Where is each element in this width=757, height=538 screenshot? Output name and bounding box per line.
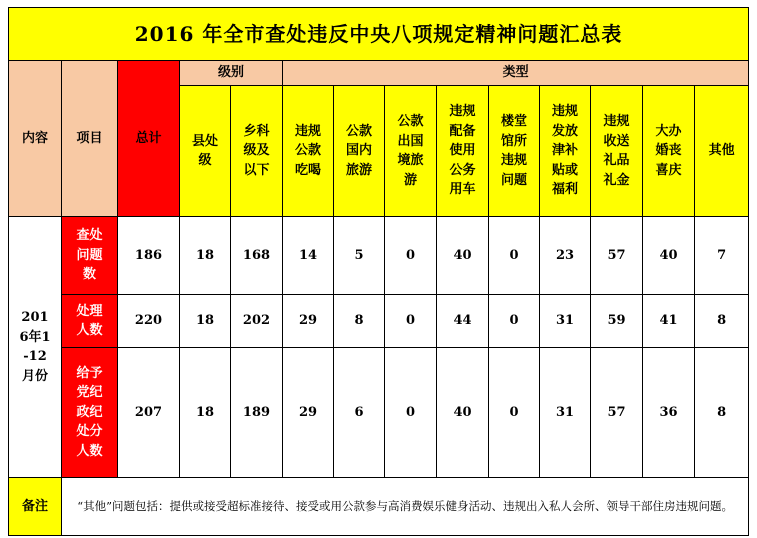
note-text: “其他”问题包括：提供或接受超标准接待、接受或用公款参与高消费娱乐健身活动、违规出入私人会所、领导干部住房违规问题。 [62,478,749,536]
cell-value: 8 [334,295,385,348]
cell-value: 57 [591,348,643,478]
header-content: 内容 [9,61,62,217]
cell-value: 0 [489,217,540,295]
note-label: 备注 [9,478,62,536]
cell-value: 8 [695,348,749,478]
cell-total: 220 [118,295,180,348]
cell-value: 0 [385,217,437,295]
cell-value: 44 [437,295,489,348]
header-row-1 [9,61,749,86]
cell-value: 36 [643,348,695,478]
cell-value: 59 [591,295,643,348]
summary-table [8,7,749,536]
cell-value: 41 [643,295,695,348]
table-row [9,348,749,478]
cell-value: 0 [489,348,540,478]
cell-total: 207 [118,348,180,478]
cell-value: 5 [334,217,385,295]
table-title: 2016 年全市查处违反中央八项规定精神问题汇总表 [9,8,749,61]
cell-value: 14 [283,217,334,295]
cell-value: 31 [540,348,591,478]
row-label: 处理人数 [62,295,118,348]
cell-value: 8 [695,295,749,348]
header-type-domestic-travel: 公款国内旅游 [334,86,385,217]
header-type-group: 类型 [283,61,749,86]
row-label: 给予党纪政纪处分人数 [62,348,118,478]
header-type-allowances: 违规发放津补贴或福利 [540,86,591,217]
table-row [9,295,749,348]
cell-value: 6 [334,348,385,478]
cell-value: 40 [643,217,695,295]
cell-value: 202 [231,295,283,348]
cell-value: 40 [437,217,489,295]
cell-value: 29 [283,348,334,478]
cell-value: 40 [437,348,489,478]
cell-value: 18 [180,295,231,348]
cell-value: 168 [231,217,283,295]
header-level-group: 级别 [180,61,283,86]
note-row [9,478,749,536]
header-item: 项目 [62,61,118,217]
header-total: 总计 [118,61,180,217]
header-type-weddings: 大办婚丧喜庆 [643,86,695,217]
header-level-county: 县处级 [180,86,231,217]
header-type-buildings: 楼堂馆所违规问题 [489,86,540,217]
period-cell: 2016年1-12月份 [9,217,62,478]
cell-value: 189 [231,348,283,478]
table-row [9,217,749,295]
cell-value: 18 [180,348,231,478]
cell-value: 23 [540,217,591,295]
cell-value: 31 [540,295,591,348]
header-type-gifts: 违规收送礼品礼金 [591,86,643,217]
cell-value: 7 [695,217,749,295]
row-label: 查处问题数 [62,217,118,295]
header-level-township: 乡科级及以下 [231,86,283,217]
header-type-official-car: 违规配备使用公务用车 [437,86,489,217]
cell-value: 0 [489,295,540,348]
cell-value: 0 [385,295,437,348]
header-type-dining: 违规公款吃喝 [283,86,334,217]
header-type-abroad-travel: 公款出国境旅游 [385,86,437,217]
cell-value: 57 [591,217,643,295]
cell-value: 0 [385,348,437,478]
header-type-other: 其他 [695,86,749,217]
cell-value: 29 [283,295,334,348]
cell-total: 186 [118,217,180,295]
title-row [9,8,749,61]
cell-value: 18 [180,217,231,295]
